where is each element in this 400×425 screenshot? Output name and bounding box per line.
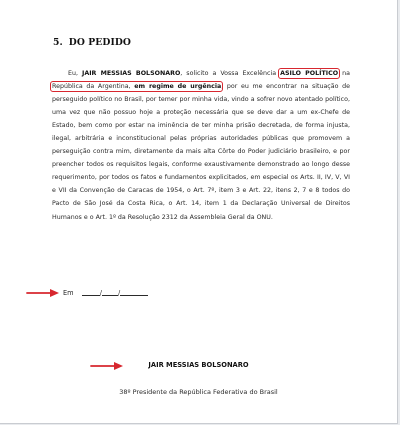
paragraph-segment-4: , por eu me encontrar na situação de perseguido político no Brasil, por temer por minha vida, vindo a sofrer novo atentado político, uma vez que não possuo hoje a proteção necessária que se deve dar a um ex-Chefe de Estado, bem como por estar na iminência de ter minha prisão decretada, de forma injusta, ilegal, arbitrária e inconstitucional pelas próprias autoridades públicas que promovem a perseguição contra mim, diretamente da mais alta Côrte do Poder judiciário brasileiro, e por preencher todos os requisitos legais, conforme exaustivamente demonstrado ao longo desse requerimento, por todos os fatos e fundamentos explicitados, em especial os Arts. II, IV, V, VI e VII da Convenção de Caracas de 1954, o Art. 7º, item 3 e Art. 22, itens 2, 7 e 8 todos do Pacto de São José da Costa Rica, o Art. 14, item 1 da Declaração Universal de Direitos Humanos e o Art. 1º da Resolução 2312 da Assembleia Geral da ONU. [52, 83, 350, 221]
paragraph-segment-1: Eu, [68, 70, 82, 77]
date-slash-2: / [117, 289, 121, 297]
section-heading [53, 37, 131, 48]
urgency-text: em regime de urgência [134, 83, 222, 91]
asylum-highlight-box: ASILO POLÍTICO [280, 70, 339, 77]
date-slash-1: / [99, 289, 102, 297]
signature-name: JAIR MESSIAS BOLSONARO [148, 361, 249, 369]
year-blank [117, 289, 148, 297]
request-paragraph [52, 67, 350, 224]
signature-title: 38º Presidente da República Federativa do Brasil [119, 388, 278, 396]
paragraph-segment-3: na [338, 70, 350, 77]
requester-name: JAIR MESSIAS BOLSONARO [81, 70, 181, 77]
country-urgency-highlight-box [52, 83, 221, 90]
date-line [63, 289, 148, 297]
date-prefix: Em [63, 289, 74, 297]
republic-text: República da Argentina, [52, 83, 135, 91]
section-number: 5. [53, 37, 63, 48]
day-blank [82, 289, 100, 296]
month-blank [99, 289, 121, 297]
paragraph-segment-2: , solicito a Vossa Excelência [180, 70, 281, 77]
arrow-right-icon [26, 288, 60, 298]
section-title: DO PEDIDO [68, 37, 132, 48]
